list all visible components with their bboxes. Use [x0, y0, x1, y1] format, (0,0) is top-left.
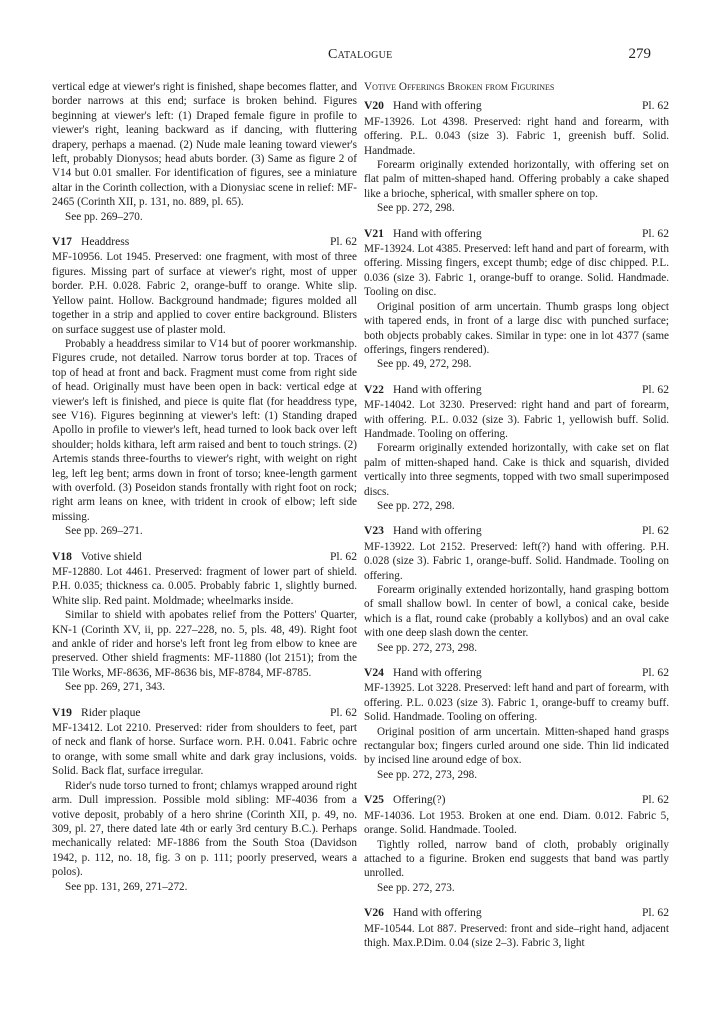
entry-description: MF-10956. Lot 1945. Preserved: one fragment, with most of three figures. Missing part of surface at viewer's right, most of upper border. P.H. 0.028. Fabric 2, orange-buff to orange. White slip. Yellow paint. Hollow. Background handmade; figures molded all together in a strip and applied to cover entire background. Blisters on surface suggest use of plaster mold. — [52, 251, 357, 336]
entry-plate: Pl. 62 — [329, 549, 357, 563]
entry-heading — [52, 706, 357, 720]
entry-see: See pp. 272, 273, 298. — [377, 768, 478, 781]
entry-title: Hand with offering — [392, 99, 482, 113]
entry-title: Hand with offering — [392, 524, 482, 538]
catalogue-entry-v26 — [364, 906, 669, 950]
entry-id: V24 — [364, 666, 384, 680]
entry-plate: Pl. 62 — [641, 99, 669, 113]
entry-discussion: Rider's nude torso turned to front; chlamys wrapped around right arm. Dull impression. Possible mold sibling: MF-4036 from a votive deposit, probably of a hero shrine (Corinth XII, p. 49, no. 309, pl. 27, there dated late 4th or early 3rd century B.C.). Perhaps mechanically related: MF-1886 from the South Stoa (Davidson 1942, p. 112, no. 18, fig. 3 on p. 111; poorly preserved, wears a polos). — [52, 779, 357, 879]
entry-heading — [364, 383, 669, 397]
entry-id: V19 — [52, 705, 72, 719]
entry-id: V26 — [364, 906, 384, 920]
entry-discussion: Probably a headdress similar to V14 but of poorer workmanship. Figures crude, not detailed. Narrow torus border at top. Traces of top of head at front and back. Fragment must come from right side of head. Originally must have been open in back: vertical edge at viewer's left is finished, and piece is quite flat (for headdress type, see V16). Figures beginning at viewer's left: (1) Standing draped Apollo in profile to viewer's left, head turned to look back over left shoulder; holds kithara, left arm raised and bent to touch strings. (2) Artemis stands three-fourths to viewer's right, with weight on right leg, left leg bent; arms down in front of torso; knee-length garment with overfold. (3) Poseidon stands frontally with right foot on rock; right arm leans on knee, with trident in crook of elbow; left side missing. — [52, 337, 357, 523]
entry-see: See pp. 49, 272, 298. — [377, 358, 472, 371]
entry-discussion: Original position of arm uncertain. Mitten-shaped hand grasps rectangular box; fingers curled around one side. Thin lid indicated by incised line around edge of box. — [364, 725, 669, 767]
catalogue-entry-v24 — [364, 666, 669, 782]
entry-description: MF-12880. Lot 4461. Preserved: fragment of lower part of shield. P.H. 0.035; thickness ca. 0.005. Probably fabric 1, slightly burned. White slip. Red paint. Moldmade; wheelmarks inside. — [52, 566, 357, 607]
catalogue-entry-v22 — [364, 383, 669, 514]
catalogue-entry-v23 — [364, 524, 669, 655]
entry-description: MF-10544. Lot 887. Preserved: front and side–right hand, adjacent thigh. Max.P.Dim. 0.04 (size 2–3). Fabric 3, light — [364, 922, 669, 949]
catalogue-entry-v19 — [52, 706, 357, 894]
entry-title: Hand with offering — [392, 226, 482, 240]
catalogue-entry-v18 — [52, 550, 357, 695]
entry-title: Hand with offering — [392, 906, 482, 920]
entry-title: Hand with offering — [392, 666, 482, 680]
entry-heading — [364, 793, 669, 807]
entry-see: See pp. 272, 273, 298. — [377, 641, 478, 654]
entry-id: V22 — [364, 382, 384, 396]
entry-heading — [364, 524, 669, 538]
entry-title: Headdress — [80, 235, 130, 249]
entry-discussion: Similar to shield with apobates relief from the Potters' Quarter, KN-1 (Corinth XV, ii, pp. 227–228, no. 5, pls. 48, 49). Right foot and ankle of rider and horse's left front leg from elbow to knee are preserved. Other shield fragments: MF-11880 (lot 2151); from the Tile Works, MF-8636, MF-8636 bis, MF-8784, MF-8785. — [52, 609, 357, 679]
continuation-text: vertical edge at viewer's right is finished, shape becomes flatter, and border narrows at this end; surface is broken behind. Figures beginning at viewer's left: (1) Draped female figure in profile to viewer's right, leaning backward as if dancing, with fluttering drapery, perhaps a maenad. (2) Nude male leaning toward viewer's left, probably Dionysos; head abuts border. (3) Same as figure 2 of V14 but 0.01 smaller. For identification of figures, see a miniature altar in the Corinth collection, with a Dionysiac scene in relief: MF-2465 (Corinth XII, p. 131, no. 889, pl. 65). — [52, 81, 357, 209]
catalogue-entry-v20 — [364, 99, 669, 215]
continuation-see: See pp. 269–270. — [65, 210, 143, 223]
entry-plate: Pl. 62 — [641, 793, 669, 807]
entry-heading — [364, 906, 669, 920]
entry-discussion: Forearm originally extended horizontally, with cake set on flat palm of mitten-shaped hand. Cake is thick and squarish, divided vertically into three segments, topped with two small superimposed discs. — [364, 442, 669, 498]
entry-see: See pp. 131, 269, 271–272. — [65, 880, 188, 893]
catalogue-entry-v25 — [364, 793, 669, 895]
entry-see: See pp. 272, 298. — [377, 499, 455, 512]
entry-title: Offering(?) — [392, 793, 446, 807]
entry-description: MF-14042. Lot 3230. Preserved: right hand and part of forearm, with offering. P.L. 0.032 (size 3). Fabric 1, yellowish buff. Solid. Handmade. Tooling on offering. — [364, 399, 669, 440]
entry-discussion: Original position of arm uncertain. Thumb grasps long object with tapered ends, in front of a large disc with punched surface; both objects probably cakes. Similar in type: one in lot 4377 (same offerings, fingers rendered). — [364, 300, 669, 356]
entry-title: Rider plaque — [80, 705, 141, 719]
entry-see: See pp. 272, 298. — [377, 202, 455, 215]
entry-plate: Pl. 62 — [641, 226, 669, 240]
entry-description: MF-13924. Lot 4385. Preserved: left hand and part of forearm, with offering. Missing fingers, except thumb; edge of disc chipped. P.L. 0.036 (size 3). Fabric 1, orange-buff to orange. Solid. Handmade. Tooling on disc. — [364, 243, 669, 299]
catalogue-entry-v21 — [364, 227, 669, 372]
entry-heading — [364, 99, 669, 113]
left-column — [52, 80, 357, 894]
entry-id: V18 — [52, 549, 72, 563]
entry-see: See pp. 269, 271, 343. — [65, 681, 166, 694]
entry-id: V21 — [364, 226, 384, 240]
entry-discussion: Forearm originally extended horizontally, hand grasping bottom of small shallow bowl. In center of bowl, a conical cake, beside which is a flat, round cake (probably a kollybos) and an oval cake with one deep slash down the center. — [364, 584, 669, 640]
entry-description: MF-13926. Lot 4398. Preserved: right hand and forearm, with offering. P.L. 0.043 (size 3). Fabric 1, greenish buff. Solid. Handmade. — [364, 115, 669, 157]
entry-see: See pp. 269–271. — [65, 525, 143, 538]
entry-heading — [52, 550, 357, 564]
entry-heading — [52, 235, 357, 249]
section-title: Votive Offerings Broken from Figurines — [364, 81, 555, 93]
entry-plate: Pl. 62 — [641, 906, 669, 920]
entry-discussion: Forearm originally extended horizontally, with offering set on flat palm of mitten-shaped hand. Offering probably a cake shaped like a brioche, spherical, with smaller sphere on top. — [364, 159, 669, 200]
entry-description: MF-13412. Lot 2210. Preserved: rider from shoulders to feet, part of neck and flank of horse. Surface worn. P.H. 0.041. Fabric ochre to orange, with some small white and dark gray inclusions, voids. Solid. Back flat, surface irregular. — [52, 722, 357, 778]
running-title: Catalogue — [328, 47, 393, 62]
entry-plate: Pl. 62 — [641, 382, 669, 396]
entry-plate: Pl. 62 — [641, 524, 669, 538]
entry-id: V20 — [364, 99, 384, 113]
entry-id: V23 — [364, 524, 384, 538]
entry-description: MF-13925. Lot 3228. Preserved: left hand and part of forearm, with offering. P.L. 0.023 (size 3). Fabric 1, orange-buff to creamy buff. Solid. Handmade. Tooling on offering. — [364, 682, 669, 724]
entry-plate: Pl. 62 — [329, 235, 357, 249]
entry-description: MF-14036. Lot 1953. Broken at one end. Diam. 0.012. Fabric 5, orange. Solid. Handmade. Tooled. — [364, 809, 669, 837]
page-number: 279 — [628, 46, 651, 62]
running-head — [0, 47, 703, 69]
entry-id: V25 — [364, 793, 384, 807]
catalogue-entry-v17 — [52, 235, 357, 539]
entry-heading — [364, 666, 669, 680]
entry-title: Votive shield — [80, 549, 142, 563]
entry-heading — [364, 227, 669, 241]
entry-see: See pp. 272, 273. — [377, 881, 455, 894]
entry-plate: Pl. 62 — [329, 705, 357, 719]
right-column — [364, 80, 669, 950]
entry-plate: Pl. 62 — [641, 666, 669, 680]
entry-id: V17 — [52, 235, 72, 249]
entry-title: Hand with offering — [392, 382, 482, 396]
entry-description: MF-13922. Lot 2152. Preserved: left(?) hand with offering. P.H. 0.028 (size 3). Fabric 1, orange-buff. Solid. Handmade. Tooling on offering. — [364, 540, 669, 582]
entry-discussion: Tightly rolled, narrow band of cloth, probably originally attached to a figurine. Broken end suggests that band was partly unrolled. — [364, 838, 669, 880]
